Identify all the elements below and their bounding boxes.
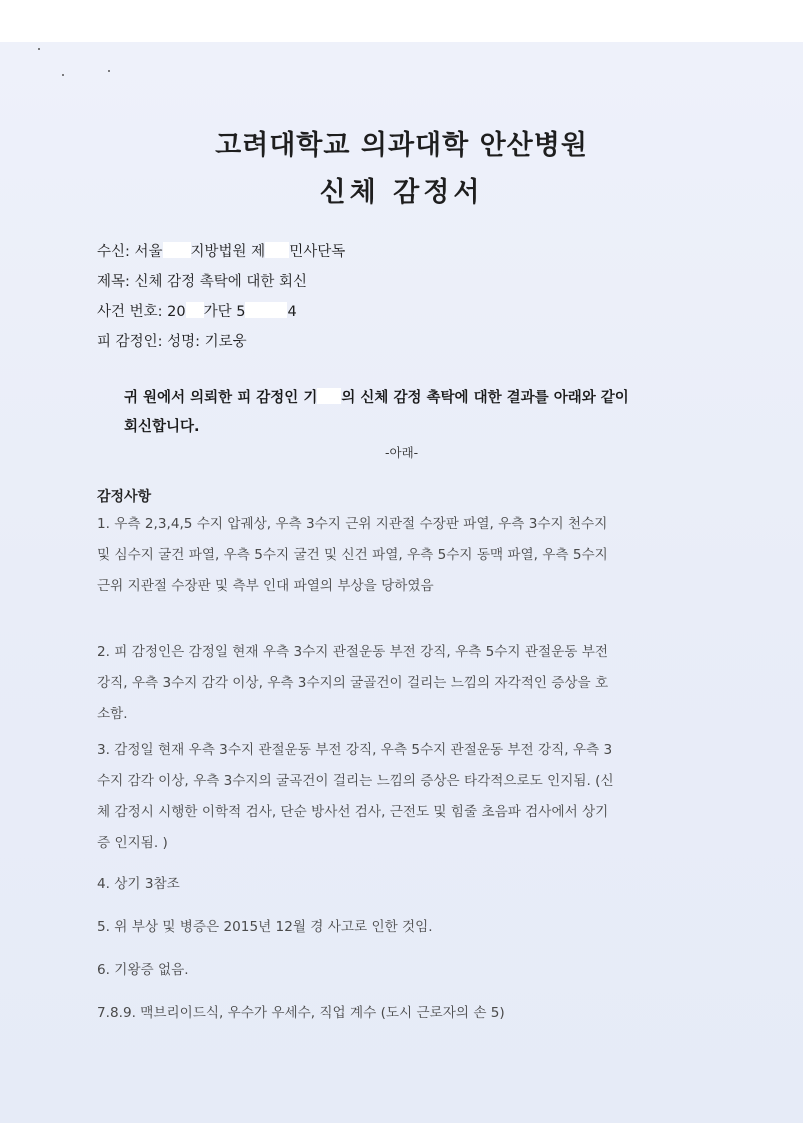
subject-value: 신체 감정 촉탁에 대한 회신 <box>134 274 308 290</box>
redaction-box <box>163 242 191 258</box>
item-1-line: 근위 지관절 수장판 및 측부 인대 파열의 부상을 당하였음 <box>97 578 434 594</box>
case-label: 사건 번호: <box>97 304 163 320</box>
redaction-box <box>186 302 204 318</box>
item-1 <box>97 509 709 602</box>
scan-speck <box>62 74 64 76</box>
item-1-line: 1. 우측 2,3,4,5 수지 압궤상, 우측 3수지 근위 지관절 수장판 파열, 우측 3수지 천수지 <box>97 516 608 532</box>
redaction-box <box>245 302 287 318</box>
item-4: 4. 상기 3참조 <box>97 876 180 892</box>
item-1-line: 및 심수지 굴건 파열, 우측 5수지 굴건 및 신건 파열, 우측 5수지 동맥 파열, 우측 5수지 <box>97 547 608 563</box>
case-year: 20 <box>167 304 186 320</box>
item-3-line: 증 인지됨. ) <box>97 835 168 851</box>
recipient-line <box>97 240 345 261</box>
patient-line <box>97 330 247 351</box>
item-3-line: 3. 감정일 현재 우측 3수지 관절운동 부전 강직, 우측 5수지 관절운동 부전 강직, 우측 3 <box>97 742 613 758</box>
case-suffix: 4 <box>287 304 297 320</box>
redaction-box <box>317 388 341 404</box>
patient-value: 성명: 기로웅 <box>167 334 247 350</box>
item-3-line: 체 감정시 시행한 이학적 검사, 단순 방사선 검사, 근전도 및 힘줄 초음파 검사에서 상기 <box>97 804 609 820</box>
recipient-label: 수신: <box>97 244 130 260</box>
case-number-line <box>97 300 297 321</box>
hospital-title: 고려대학교 의과대학 안산병원 <box>215 130 588 161</box>
item-7-8-9: 7.8.9. 맥브리이드식, 우수가 우세수, 직업 계수 (도시 근로자의 손 5) <box>97 1005 505 1021</box>
item-2 <box>97 637 709 730</box>
scan-speck <box>108 70 110 72</box>
intro-line-2: 회신합니다. <box>124 419 200 435</box>
divider-text: -아래- <box>385 445 419 460</box>
subject-line <box>97 270 307 291</box>
item-6: 6. 기왕증 없음. <box>97 962 189 978</box>
item-5: 5. 위 부상 및 병증은 2015년 12월 경 사고로 인한 것임. <box>97 919 433 935</box>
item-2-line: 2. 피 감정인은 감정일 현재 우측 3수지 관절운동 부전 강직, 우측 5수지 관절운동 부전 <box>97 644 608 660</box>
section-heading: 감정사항 <box>97 489 152 505</box>
item-3 <box>97 735 709 859</box>
document-title: 신체 감정서 <box>319 177 484 208</box>
scan-speck <box>38 48 40 50</box>
recipient-division: 민사단독 <box>289 244 346 260</box>
patient-label: 피 감정인: <box>97 334 163 350</box>
case-type: 가단 5 <box>203 304 246 320</box>
recipient-city: 서울 <box>134 244 163 260</box>
subject-label: 제목: <box>97 274 130 290</box>
intro-text-a: 귀 원에서 의뢰한 피 감정인 기 <box>124 390 318 406</box>
intro-line-1 <box>124 386 714 407</box>
redaction-box <box>265 242 289 258</box>
recipient-court: 지방법원 제 <box>190 244 266 260</box>
item-2-line: 소함. <box>97 706 128 722</box>
item-3-line: 수지 감각 이상, 우측 3수지의 굴곡건이 걸리는 느낌의 증상은 타각적으로도 인지됨. (신 <box>97 773 614 789</box>
intro-text-b: 의 신체 감정 촉탁에 대한 결과를 아래와 같이 <box>341 390 629 406</box>
item-2-line: 강직, 우측 3수지 감각 이상, 우측 3수지의 굴골건이 걸리는 느낌의 자각적인 증상을 호 <box>97 675 609 691</box>
